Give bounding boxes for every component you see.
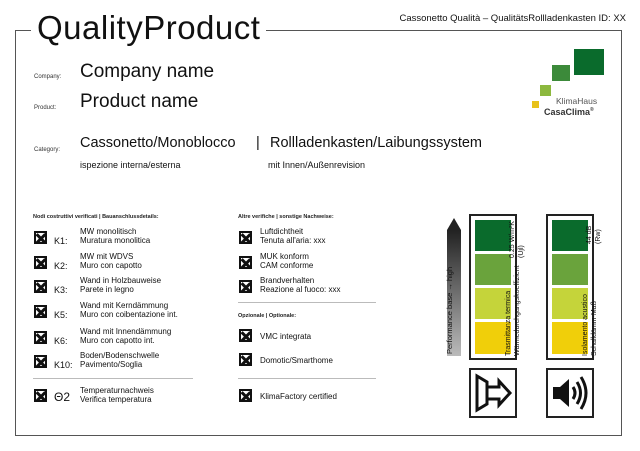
item-code: K3: — [54, 285, 68, 295]
item-line1: MUK konform — [260, 252, 309, 261]
category-main-de: Rollladenkasten/Laibungssystem — [270, 135, 482, 151]
category-main-it: Cassonetto/Monoblocco — [80, 135, 236, 151]
checkbox-checked[interactable] — [239, 231, 252, 244]
item-line1: Wand in Holzbauweise — [80, 276, 162, 285]
item-line2: Muro con capotto — [80, 261, 142, 270]
item-line2: Muratura monolitica — [80, 236, 151, 245]
item-line1: Wand mit Innendämmung — [80, 327, 172, 336]
logo-tile-large — [574, 49, 604, 75]
category-label: Category: — [34, 147, 61, 153]
item-code: K1: — [54, 236, 68, 246]
thermal-seg-high — [475, 220, 511, 251]
left-section-title: Nodi costruttivi verificati | Bauanschlussdetails: — [33, 214, 159, 220]
checkbox-checked[interactable] — [34, 280, 47, 293]
item-line1: MW monolitisch — [80, 227, 137, 236]
item-line2: CAM conforme — [260, 261, 314, 270]
header-id-label: Cassonetto Qualità – QualitätsRollladenkasten ID: XX — [399, 13, 626, 24]
item-line2: Tenuta all'aria: xxx — [260, 236, 326, 245]
performance-arrow-label: Performance base → high — [445, 266, 454, 354]
item-line2: Reazione al fuoco: xxx — [260, 285, 341, 294]
item-code: K6: — [54, 336, 68, 346]
item-line2: Muro con coibentazione int. — [80, 310, 178, 319]
product-name: Product name — [80, 91, 199, 112]
item-code: K2: — [54, 261, 68, 271]
logo-text-casaclima: CasaClima® — [544, 107, 594, 117]
item-line2: Muro con capotto int. — [80, 336, 155, 345]
acoustic-label-it: Isolamento acustico — [582, 294, 589, 356]
category-separator: | — [256, 135, 260, 151]
middle-section-title: Altre verifiche | sonstige Nachweise: — [238, 214, 334, 220]
logo-tile-medium — [552, 65, 570, 81]
middle-divider-2 — [238, 378, 376, 379]
acoustic-value — [586, 226, 603, 244]
thermal-icon-box — [469, 368, 517, 418]
logo-text-klimahaus: KlimaHaus — [556, 96, 598, 106]
checkbox-checked[interactable] — [34, 231, 47, 244]
thermal-value-text: 0.25 W/m²K — [509, 221, 516, 258]
item-line2: Verifica temperatura — [80, 395, 152, 404]
checkbox-checked[interactable] — [34, 256, 47, 269]
theta-code: Θ2 — [54, 390, 71, 404]
acoustic-unit: (Rw) — [594, 229, 602, 244]
checkbox-checked[interactable] — [239, 329, 252, 342]
acoustic-label — [582, 294, 599, 356]
acoustic-seg-high — [552, 220, 588, 251]
checkbox-checked[interactable] — [34, 355, 47, 368]
brand-title: QualityProduct — [31, 6, 266, 50]
item-label: Domotic/Smarthome — [260, 356, 333, 365]
checkbox-checked[interactable] — [34, 331, 47, 344]
category-sub-it: ispezione interna/esterna — [80, 160, 181, 170]
thermal-label-de: Wärmedurchgangskoeffizient — [513, 265, 521, 356]
checkbox-checked[interactable] — [239, 389, 252, 402]
logo-tile-xsmall — [532, 101, 539, 108]
item-line1: Brandverhalten — [260, 276, 315, 285]
item-line2: Pavimento/Soglia — [80, 360, 143, 369]
item-line1: Wand mit Kerndämmung — [80, 301, 169, 310]
item-label: KlimaFactory certified — [260, 392, 337, 401]
acoustic-seg-good — [552, 254, 588, 285]
category-sub-de: mit Innen/Außenrevision — [268, 160, 366, 170]
thermal-label — [505, 265, 522, 356]
optional-title: Opzionale | Optionale: — [238, 313, 297, 319]
checkbox-checked[interactable] — [239, 353, 252, 366]
acoustic-value-text: 44 dB — [586, 225, 593, 244]
middle-divider-1 — [238, 302, 376, 303]
checkbox-checked[interactable] — [239, 280, 252, 293]
thermal-label-it: Trasmittanza termica — [505, 290, 512, 356]
checkbox-checked[interactable] — [34, 305, 47, 318]
item-line1: Temperaturnachweis — [80, 386, 154, 395]
logo-tile-small — [540, 85, 551, 96]
item-line1: MW mit WDVS — [80, 252, 134, 261]
thermal-value — [509, 221, 526, 258]
company-name: Company name — [80, 61, 215, 82]
item-line1: Luftdichtheit — [260, 227, 304, 236]
product-label: Product: — [34, 105, 57, 111]
acoustic-label-de: Schalldämm-Maß — [590, 301, 598, 356]
left-divider — [33, 378, 193, 379]
acoustic-icon-box — [546, 368, 594, 418]
klimahaus-logo — [512, 46, 612, 121]
item-line2: Parete in legno — [80, 285, 134, 294]
item-label: VMC integrata — [260, 332, 312, 341]
heat-flow-icon — [471, 370, 515, 416]
thermal-unit: (Ujl) — [517, 245, 525, 258]
arrow-head — [447, 218, 461, 230]
checkbox-checked[interactable] — [239, 256, 252, 269]
item-code: K10: — [54, 360, 73, 370]
company-label: Company: — [34, 74, 62, 80]
item-line1: Boden/Bodenschwelle — [80, 351, 160, 360]
checkbox-checked[interactable] — [34, 389, 47, 402]
item-code: K5: — [54, 310, 68, 320]
speaker-icon — [548, 370, 592, 416]
